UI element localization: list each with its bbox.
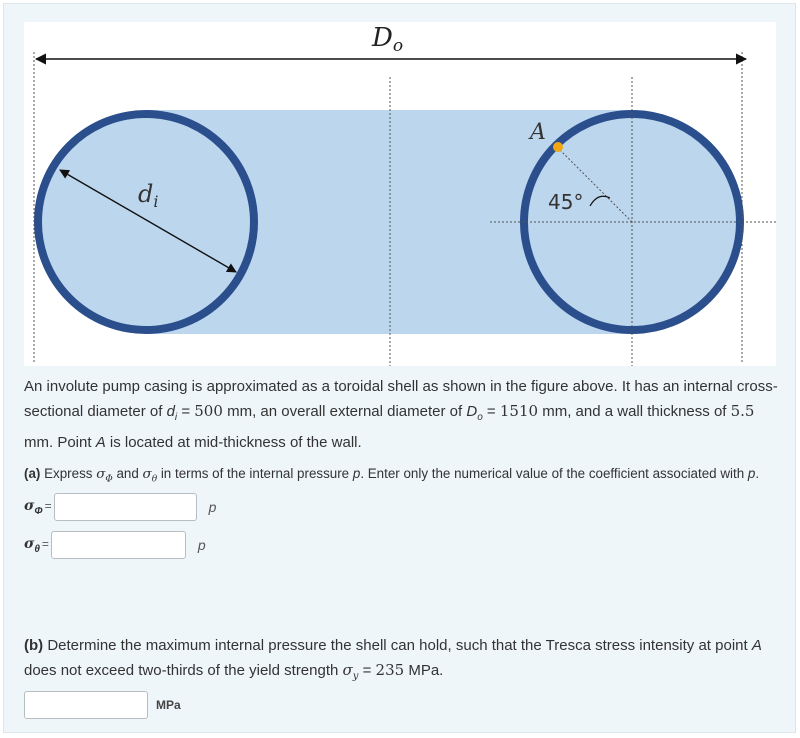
part-a-prompt: (a) Express $\sigma_\Phi$ and $\sigma_\theta$ in terms of the internal pressure p. Enter only the numerical value of the coefficient associated with p. [24,466,760,485]
angle-label: 45° [548,190,584,214]
sigma-theta-input[interactable] [51,531,186,559]
left-cross-section [38,114,254,330]
sigma-theta-label: $\sigma_\theta$ = [24,536,49,555]
sigma-theta-unit: p [197,537,206,553]
sigma-phi-label: $\sigma_\Phi$ = [24,498,52,517]
max-pressure-row [24,690,181,720]
max-pressure-unit: MPa [156,698,181,712]
di-label: $d_i$ [138,180,159,211]
sigma-phi-input[interactable] [54,493,197,521]
do-label: Do [372,23,404,56]
problem-statement: An involute pump casing is approximated as a toroidal shell as shown in the figure above. It has an internal cross-sectional diameter of $d_i = 500$ mm, an overall external diameter of $D_o = 1510$ mm, and a wall thickness of 5.5 mm. Point A is located at mid-thickness of the wall. [24,378,778,451]
max-pressure-input[interactable] [24,691,148,719]
toroid-figure [24,22,776,366]
point-a-label: A [530,120,546,145]
sigma-phi-row [24,492,216,522]
point-a-marker [553,142,563,152]
sigma-theta-row [24,530,206,560]
sigma-phi-unit: p [208,499,217,515]
toroid-diagram [24,22,776,366]
part-b-prompt: (b) Determine the maximum internal pressure the shell can hold, such that the Tresca stress intensity at point A does not exceed two-thirds of the yield strength $\sigma_y = 235$ MPa. [24,637,762,682]
